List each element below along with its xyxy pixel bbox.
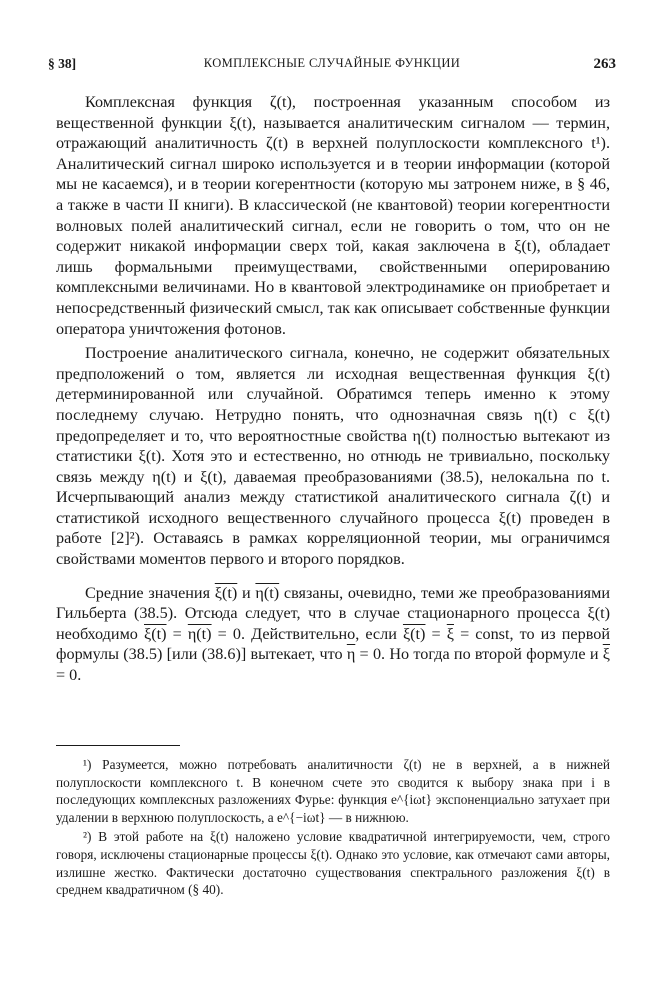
mean-xi: $\overline{\xi}$ <box>446 624 454 643</box>
text-run: = 0. Но тогда по второй формуле и <box>355 645 603 664</box>
footnotes <box>56 756 610 899</box>
page-number: 263 <box>593 56 616 72</box>
text-run: = const, то из первой формулы (38.5) [или (38.6)] вытекает, что <box>56 624 610 664</box>
text-run: = 0. Действительно, если <box>211 624 403 643</box>
mean-xi-t-eq: ξ(t) <box>144 624 167 643</box>
paragraph-2: Построение аналитического сигнала, конечно, не содержит обязательных предположений о том, является ли исходная вещественная функция ξ(t) детерминированной или случайной. Обратимся теперь именно к этому последнему случаю. Нетрудно понять, что однозначная связь η(t) с ξ(t) предопределяет и то, что вероятностные свойства η(t) полностью вытекают из статистики ξ(t). Хотя это и естественно, но отнюдь не тривиально, поскольку связь между η(t) и ξ(t), даваемая преобразованиями (38.5), нелокальна по t. Исчерпывающий анализ между статистикой аналитического сигнала ζ(t) и статистикой исходного вещественного случайного процесса ξ(t) проведен в работе [2]²). Оставаясь в рамках корреляционной теории, мы ограничимся свойствами моментов первого и второго порядков. <box>56 344 610 569</box>
mean-xi-final: $\overline{\xi}$ <box>602 645 610 664</box>
footnote-divider <box>56 745 180 746</box>
text-run: = <box>166 624 188 643</box>
paragraph-1: Комплексная функция ζ(t), построенная указанным способом из вещественной функции ξ(t), называется аналитическим сигналом — термин, отражающий аналитичность ζ(t) в верхней полуплоскости комплексного t¹). Аналитический сигнал широко используется и в теории информации (которой мы не касаемся), и в теории когерентности (которую мы затронем ниже, в § 46, а также в части II книги). В классической (не квантовой) теории когерентности волновых полей аналитический сигнал, если не говорить о том, что он не содержит никакой информации сверх той, какая заключена в ξ(t), обладает лишь формальными преимуществами, свойственными оперированию комплексными величинами. Но в квантовой электродинамике он приобретает и непосредственный физический смысл, так как описывает собственные функции оператора уничтожения фотонов. <box>56 93 610 338</box>
text-run: = <box>425 624 447 643</box>
running-title: КОМПЛЕКСНЫЕ СЛУЧАЙНЫЕ ФУНКЦИИ <box>203 56 461 70</box>
mean-eta-t-eq: η(t) <box>187 624 212 643</box>
mean-eta-t: η(t) <box>255 583 280 602</box>
footnote-1: ¹) Разумеется, можно потребовать аналитичности ζ(t) не в верхней, а в нижней полуплоскости комплексного t. В конечном счете это сводится к выбору знака при i в последующих комплексных разложениях Фурье: функция e^{iωt} экспоненциально затухает при удалении в верхнюю полуплоскость, а e^{−iωt} — в нижнюю. <box>56 757 610 825</box>
running-header <box>48 52 616 76</box>
mean-eta: $\overline{\eta}$ <box>346 645 356 664</box>
text-run: и <box>237 583 256 602</box>
section-reference: § 38] <box>48 56 77 71</box>
text-run: связаны, очевидно, теми же преобразованиями Гильберта (38.5). Отсюда следует, что в случае стационарного процесса ξ(t) необходимо <box>56 583 610 643</box>
text-run: Средние значения <box>85 583 215 602</box>
footnote-2: ²) В этой работе на ξ(t) наложено условие квадратичной интегрируемости, чем, строго говоря, исключены стационарные процессы ξ(t). Однако это условие, как отмечают сами авторы, излишне жестко. Фактически достаточно существования спектрального разложения ξ(t) в среднем квадратичном (§ 40). <box>56 829 610 898</box>
mean-xi-t-const: ξ(t) <box>402 624 426 643</box>
paragraph-3 <box>56 583 610 686</box>
mean-xi-t: ξ(t) <box>214 583 238 602</box>
text-run: = 0. <box>56 666 82 685</box>
body-text <box>56 92 610 686</box>
